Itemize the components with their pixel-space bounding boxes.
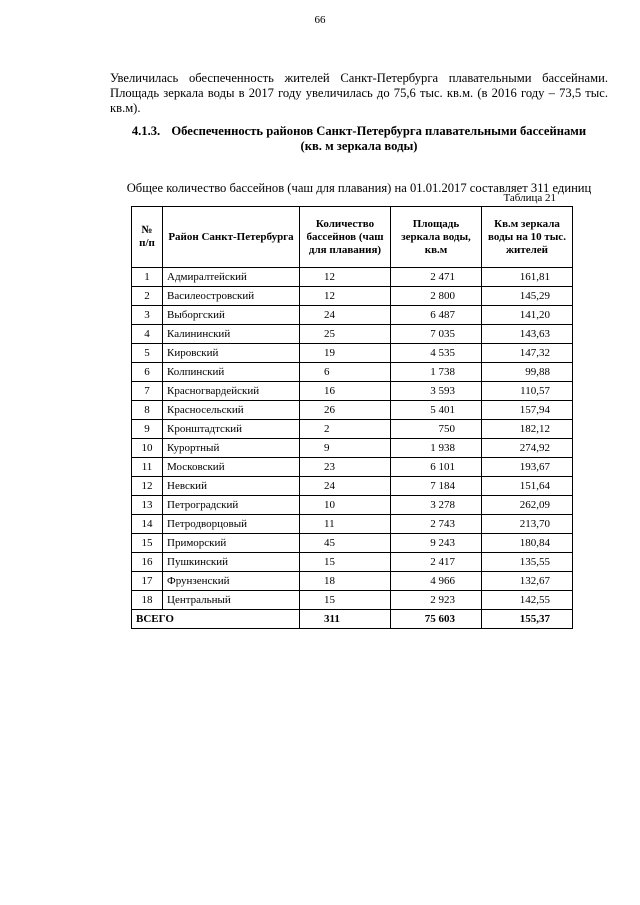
total-ratio: 155,37 [482,610,573,629]
header-idx: № п/п [132,207,163,268]
cell-idx: 8 [132,401,163,420]
table-caption: Таблица 21 [503,192,556,204]
cell-district: Пушкинский [163,553,300,572]
cell-ratio: 132,67 [482,572,573,591]
cell-count: 10 [300,496,391,515]
cell-district: Калининский [163,325,300,344]
cell-district: Выборгский [163,306,300,325]
table-row [132,268,573,287]
cell-count: 19 [300,344,391,363]
cell-ratio: 135,55 [482,553,573,572]
cell-district: Кронштадтский [163,420,300,439]
cell-idx: 3 [132,306,163,325]
total-count: 311 [300,610,391,629]
cell-district: Курортный [163,439,300,458]
cell-area: 3 278 [391,496,482,515]
section-title-line2: (кв. м зеркала воды) [300,139,418,153]
cell-district: Адмиралтейский [163,268,300,287]
table-row [132,515,573,534]
cell-ratio: 151,64 [482,477,573,496]
table-row [132,553,573,572]
cell-area: 2 471 [391,268,482,287]
table-row [132,344,573,363]
cell-area: 9 243 [391,534,482,553]
table-row [132,382,573,401]
cell-area: 4 966 [391,572,482,591]
cell-district: Красногвардейский [163,382,300,401]
cell-ratio: 213,70 [482,515,573,534]
cell-count: 45 [300,534,391,553]
cell-idx: 4 [132,325,163,344]
cell-count: 16 [300,382,391,401]
cell-count: 12 [300,268,391,287]
cell-ratio: 157,94 [482,401,573,420]
table-total-row [132,610,573,629]
cell-area: 5 401 [391,401,482,420]
cell-district: Кировский [163,344,300,363]
cell-count: 18 [300,572,391,591]
cell-district: Красносельский [163,401,300,420]
table-row [132,458,573,477]
cell-area: 1 738 [391,363,482,382]
header-district: Район Санкт-Петербурга [163,207,300,268]
cell-count: 25 [300,325,391,344]
cell-count: 23 [300,458,391,477]
cell-ratio: 180,84 [482,534,573,553]
cell-area: 2 800 [391,287,482,306]
cell-idx: 10 [132,439,163,458]
header-area: Площадь зеркала воды, кв.м [391,207,482,268]
cell-idx: 13 [132,496,163,515]
cell-count: 6 [300,363,391,382]
cell-idx: 17 [132,572,163,591]
cell-idx: 9 [132,420,163,439]
table-row [132,534,573,553]
table-row [132,572,573,591]
cell-count: 24 [300,477,391,496]
cell-idx: 15 [132,534,163,553]
cell-count: 11 [300,515,391,534]
cell-ratio: 145,29 [482,287,573,306]
cell-ratio: 193,67 [482,458,573,477]
cell-district: Приморский [163,534,300,553]
table-header-row [132,207,573,268]
cell-area: 7 184 [391,477,482,496]
cell-area: 2 417 [391,553,482,572]
cell-idx: 14 [132,515,163,534]
cell-district: Василеостровский [163,287,300,306]
total-area: 75 603 [391,610,482,629]
cell-district: Петроградский [163,496,300,515]
table-row [132,363,573,382]
summary-text: Общее количество бассейнов (чаш для плавания) на 01.01.2017 составляет 311 единиц [126,180,592,195]
cell-area: 4 535 [391,344,482,363]
cell-ratio: 161,81 [482,268,573,287]
cell-idx: 6 [132,363,163,382]
header-count: Количество бассейнов (чаш для плавания) [300,207,391,268]
table-row [132,401,573,420]
cell-district: Московский [163,458,300,477]
table-row [132,591,573,610]
cell-idx: 5 [132,344,163,363]
cell-idx: 2 [132,287,163,306]
page-number: 66 [314,14,326,26]
cell-idx: 1 [132,268,163,287]
cell-ratio: 182,12 [482,420,573,439]
cell-district: Невский [163,477,300,496]
cell-area: 2 743 [391,515,482,534]
cell-count: 24 [300,306,391,325]
cell-idx: 12 [132,477,163,496]
section-title-line1: Обеспеченность районов Санкт-Петербурга плавательными бассейнами [171,124,587,138]
intro-paragraph: Увеличилась обеспеченность жителей Санкт-Петербурга плавательными бассейнами. Площадь зеркала воды в 2017 году увеличилась до 75,6 тыс. кв.м. (в 2016 году – 73,5 тыс. кв.м). [110,70,608,115]
cell-idx: 7 [132,382,163,401]
cell-count: 9 [300,439,391,458]
cell-area: 6 487 [391,306,482,325]
table-row [132,477,573,496]
cell-ratio: 99,88 [482,363,573,382]
table-row [132,306,573,325]
cell-area: 6 101 [391,458,482,477]
cell-area: 2 923 [391,591,482,610]
cell-area: 750 [391,420,482,439]
cell-count: 15 [300,553,391,572]
cell-idx: 16 [132,553,163,572]
cell-count: 15 [300,591,391,610]
cell-ratio: 141,20 [482,306,573,325]
cell-count: 12 [300,287,391,306]
cell-district: Центральный [163,591,300,610]
cell-ratio: 274,92 [482,439,573,458]
header-ratio: Кв.м зеркала воды на 10 тыс. жителей [482,207,573,268]
table-row [132,287,573,306]
table-row [132,325,573,344]
cell-count: 26 [300,401,391,420]
cell-count: 2 [300,420,391,439]
table-row [132,420,573,439]
cell-idx: 18 [132,591,163,610]
cell-idx: 11 [132,458,163,477]
cell-ratio: 262,09 [482,496,573,515]
cell-area: 7 035 [391,325,482,344]
cell-district: Колпинский [163,363,300,382]
section-heading [110,124,608,154]
cell-ratio: 110,57 [482,382,573,401]
cell-district: Фрунзенский [163,572,300,591]
table-row [132,439,573,458]
cell-ratio: 147,32 [482,344,573,363]
total-label: ВСЕГО [132,610,300,629]
pools-table [131,206,573,629]
cell-district: Петродворцовый [163,515,300,534]
cell-area: 3 593 [391,382,482,401]
table-row [132,496,573,515]
section-number: 4.1.3. [131,124,161,138]
cell-area: 1 938 [391,439,482,458]
cell-ratio: 143,63 [482,325,573,344]
cell-ratio: 142,55 [482,591,573,610]
